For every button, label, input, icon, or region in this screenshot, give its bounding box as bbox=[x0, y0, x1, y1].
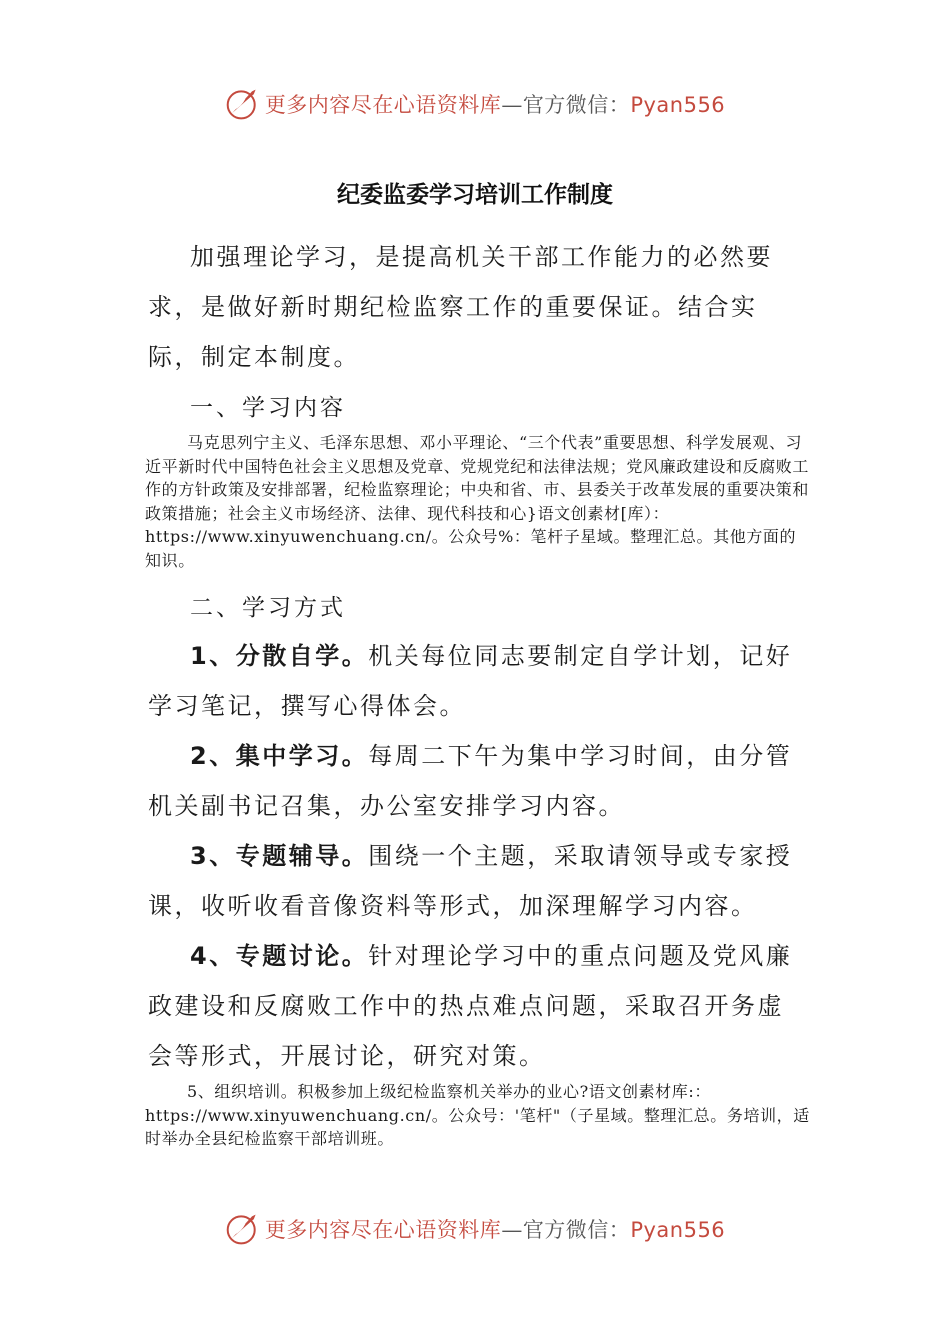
intro-paragraph: 加强理论学习，是提高机关干部工作能力的必然要求，是做好新时期纪检监察工作的重要保证。结合实际，制定本制度。 bbox=[148, 243, 773, 371]
list-item bbox=[148, 731, 798, 831]
item-label: 3、专题辅导。 bbox=[190, 842, 369, 870]
footer-banner bbox=[0, 1205, 950, 1253]
item-label: 4、专题讨论。 bbox=[190, 942, 369, 970]
item-label: 1、分散自学。 bbox=[190, 642, 369, 670]
section-body-content: 马克思列宁主义、毛泽东思想、邓小平理论、“三个代表”重要思想、科学发展观、习近平新时代中国特色社会主义思想及党章、党规党纪和法律法规；党风廉政建设和反腐败工作的方针政策及安排部署，纪检监察理论；中央和省、市、县委关于改革发展的重要决策和政策措施；社会主义市场经济、法律、现代科技和心}语文创素材[库）：https://www.xinyuwenchuang.cn/。公众号%：笔杆子星域。整理汇总。其他方面的知识。 bbox=[145, 433, 810, 570]
item-label: 2、集中学习。 bbox=[190, 742, 369, 770]
list-item bbox=[148, 931, 798, 1081]
banner-text: 更多内容尽在心语资料库—官方微信：Pyan556 bbox=[264, 1218, 726, 1242]
banner-text: 更多内容尽在心语资料库—官方微信：Pyan556 bbox=[264, 93, 726, 117]
quill-logo-icon bbox=[225, 1211, 261, 1247]
item-text: 机关每位同志要制定自学计划，记好学习笔记，撰写心得体会。 bbox=[148, 642, 793, 720]
item-five-paragraph: 5、组织培训。积极参加上级纪检监察机关举办的业心?语文创素材库:：https://www.xinyuwenchuang.cn/。公众号：'笔杆"（子星域。整理汇总。务培训，适时举办全县纪检监察干部培训班。 bbox=[145, 1082, 810, 1148]
section-heading-content: 一、学习内容 bbox=[190, 395, 346, 421]
wechat-id: Pyan556 bbox=[630, 1218, 726, 1242]
item-text: 每周二下午为集中学习时间，由分管机关副书记召集，办公室安排学习内容。 bbox=[148, 742, 793, 820]
header-banner bbox=[0, 80, 950, 128]
quill-logo-icon bbox=[225, 86, 261, 122]
list-item bbox=[148, 831, 798, 931]
item-text: 围绕一个主题，采取请领导或专家授课，收听收看音像资料等形式，加深理解学习内容。 bbox=[148, 842, 793, 920]
document-title: 纪委监委学习培训工作制度 bbox=[337, 182, 613, 208]
item-text: 针对理论学习中的重点问题及党风廉政建设和反腐败工作中的热点难点问题，采取召开务虚会等形式，开展讨论，研究对策。 bbox=[148, 942, 793, 1070]
wechat-id: Pyan556 bbox=[630, 93, 726, 117]
section-heading-methods: 二、学习方式 bbox=[190, 595, 346, 621]
list-item bbox=[148, 631, 798, 731]
